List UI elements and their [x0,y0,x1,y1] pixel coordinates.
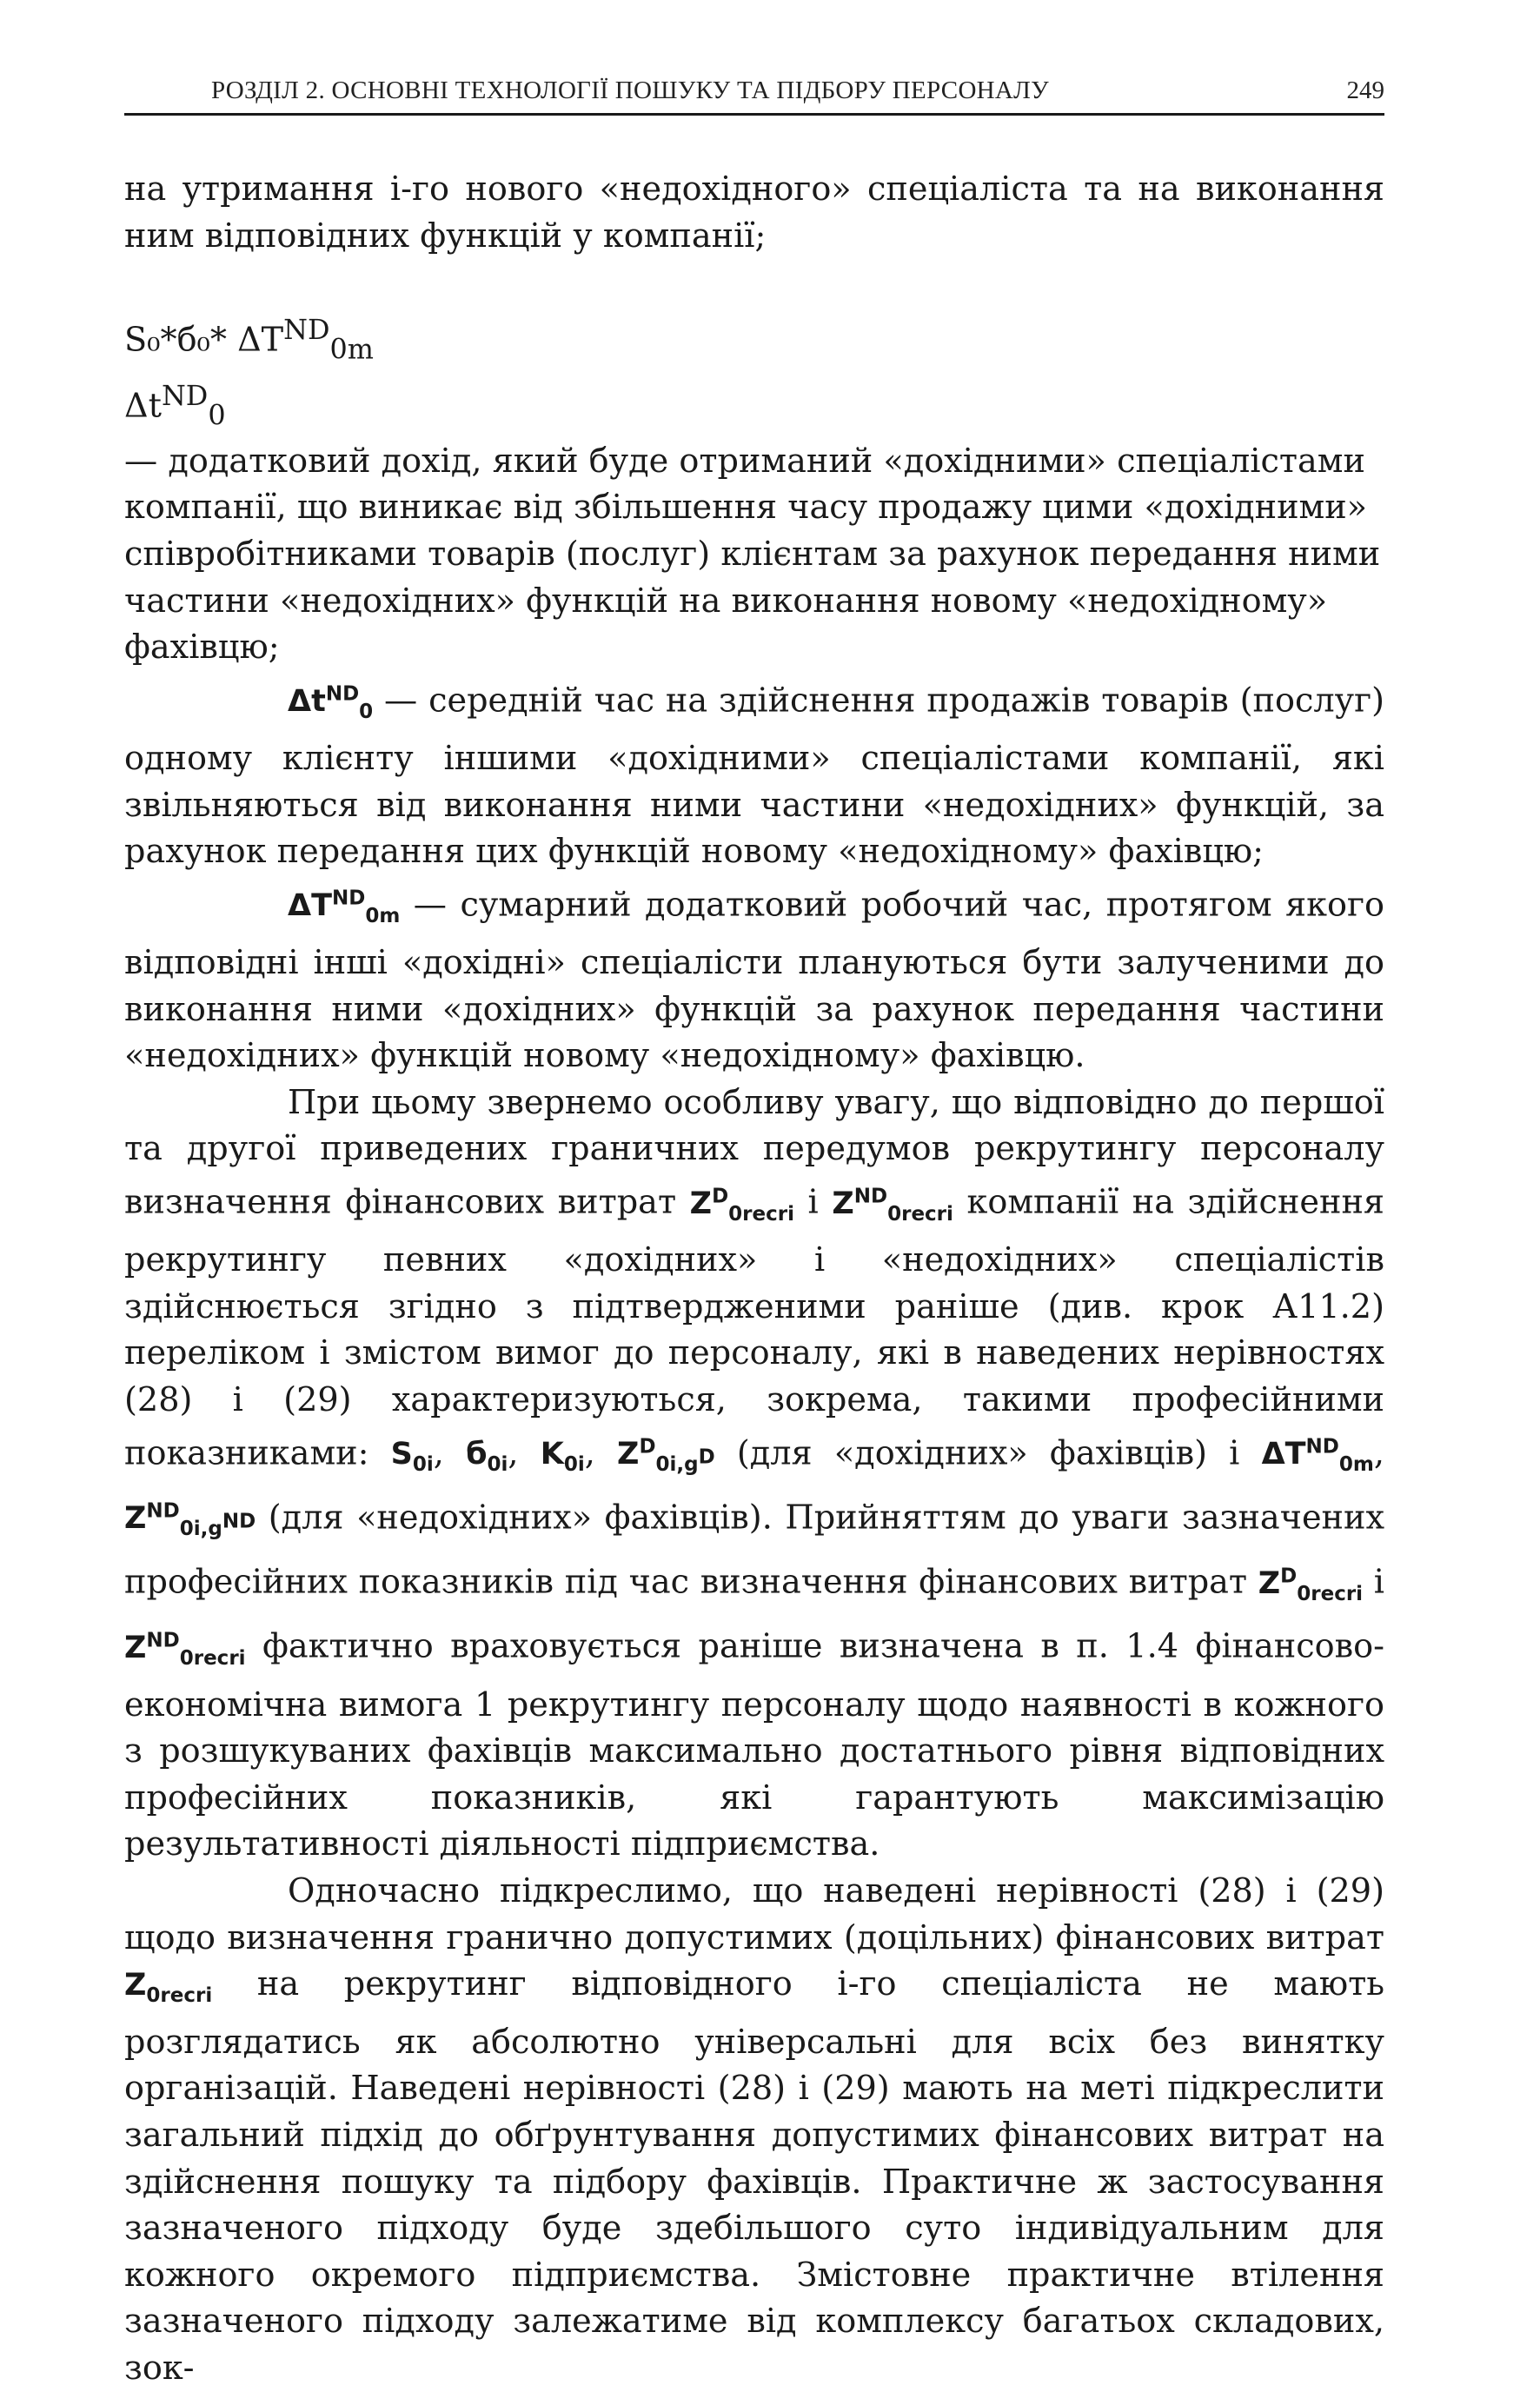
definition-additional-income [124,260,1384,307]
symbol-delta-T0m: $\Delta T^{ND}_{0m}$ [288,887,401,928]
definition-total-extra-time: $\Delta T^{ND}_{0m}$ — сумарний додатковий робочий час, протягом якого відповідні інші «дохідні» спеціалісти плануються бути залученими до виконання ними «дохідних» функцій за рахунок передання частини «недохідних» функцій новому «недохідному» фахівцю. [124,886,1384,1076]
paragraph-inequalities-note: Одночасно підкреслимо, що наведені нерівності (28) і (29) щодо визначення гранично допустимих (доцільних) фінансових витрат $Z_{0recri}$ на рекрутинг відповідного і-го спеціаліста не мають розглядатись як абсолютно універсальні для всіх без винятку організацій. Наведені нерівності (28) і (29) мають на меті підкреслити загальний підхід до обґрунтування допустимих фінансових витрат на здійснення пошуку та підбору фахівців. Практичне ж застосування зазначеного підходу буде здебільшого суто індивідуальним для кожного окремого підприємства. Змістовне практичне втілення зазначеного підходу залежатиме від комплексу багатьох складових, зок- [124,1871,1384,2388]
symbol-b0i: $б_{0i}$ [466,1437,508,1477]
fraction-denominator: $\Delta t^{ND}_0$ [124,378,226,432]
paragraph-continuation: на утримання і-го нового «недохідного» спеціаліста та на виконання ним відповідних функцій у компанії; [124,170,1384,256]
symbol-Z-D-recri: $Z^D_{0recri}$ [689,1184,794,1226]
symbol-delta-t0: $\Delta t^{ND}_0$ [288,682,374,724]
paragraph-recruiting-costs: При цьому звернемо особливу увагу, що відповідно до першої та другої приведених граничних передумов рекрутингу персоналу визначення фінансових витрат $Z^D_{0recri}$ і $Z^{ND}_{0recri}$ компанії на здійснення рекрутингу певних «дохідних» і «недохідних» спеціалістів здійснюється згідно з підтвердженими раніше (див. крок А11.2) переліком і змістом вимог до персоналу, які в наведених нерівностях (28) і (29) характеризуються, зокрема, такими професійними показниками: $S_{0i}$, $б_{0i}$, $K_{0i}$, $Z^D_{0i,g^D}$ (для «дохідних» фахівців) і $\Delta T^{ND}_{0m}$, $Z^{ND}_{0i,g^{ND}}$ (для «недохідних» фахівців). Прийняттям до уваги зазначених професійних показників під час визначення фінансових витрат $Z^D_{0recri}$ і $Z^{ND}_{0recri}$ фактично враховується раніше визначена в п. 1.4 фінансово-економічна вимога 1 рекрутингу персоналу щодо наявності в кожного з розшукуваних фахівців максимально достатнього рівня відповідних професійних показників, які гарантують максимізацію результативності діяльності підприємства. [124,1083,1384,1864]
symbol-Z-D-0ig: $Z^D_{0i,g^D}$ [617,1435,715,1477]
symbol-S0i: $S_{0i}$ [390,1437,434,1477]
fraction-numerator: S₀*б₀* $\Delta T^{ND}_{0m}$ [124,312,374,366]
symbol-K0i: $K_{0i}$ [540,1437,585,1477]
symbol-Z-ND-0ig: $Z^{ND}_{0i,g^{ND}}$ [124,1499,256,1541]
main-text: на утримання і-го нового «недохідного» спеціаліста та на виконання ним відповідних функцій у компанії; S₀*б₀* $\Delta T^{ND}_{0m}$ $\Delta t^{ND}_0$ — додатковий дохід, який буде отриманий «дохідними» спеціалістами компанії, що виникає від збільшення часу продажу цими «дохідними» співробітниками товарів (послуг) клієнтам за рахунок передання ними частини «недохідних» функцій на виконання новому «недохідному» фахівцю; $\Delta t^{ND}_0$ — середній час на здійснення продажів товарів (послуг) одному клієнту іншими «дохідними» спеціалістами компанії, які звільняються від виконання ними частини «недохідних» функцій, за рахунок передання цих функцій новому «недохідному» фахівцю; $\Delta T^{ND}_{0m}$ — сумарний додатковий робочий час, протягом якого відповідні інші «дохідні» спеціалісти плануються бути залученими до виконання ними «дохідних» функцій за рахунок передання частини «недохідних» функцій новому «недохідному» фахівцю. При цьому звернемо особливу увагу, що відповідно до першої та другої приведених граничних передумов рекрутингу персоналу визначення фінансових витрат $Z^D_{0recri}$ і $Z^{ND}_{0recri}$ компанії на здійснення рекрутингу певних «дохідних» і «недохідних» спеціалістів здійснюється згідно з підтвердженими раніше (див. крок А11.2) переліком і змістом вимог до персоналу, які в наведених нерівностях (28) і (29) характеризуються, зокрема, такими професійними показниками: $S_{0i}$, $б_{0i}$, $K_{0i}$, $Z^D_{0i,g^D}$ (для «дохідних» фахівців) і $\Delta T^{ND}_{0m}$, $Z^{ND}_{0i,g^{ND}}$ (для «недохідних» фахівців). Прийняттям до уваги зазначених професійних показників під час визначення фінансових витрат $Z^D_{0recri}$ і $Z^{ND}_{0recri}$ фактично враховується раніше визначена в п. 1.4 фінансово-економічна вимога 1 рекрутингу персоналу щодо наявності в кожного з розшукуваних фахівців максимально достатнього рівня відповідних професійних показників, які гарантують максимізацію результативності діяльності підприємства. Одночасно підкреслимо, що наведені нерівності (28) і (29) щодо визначення гранично допустимих (доцільних) фінансових витрат $Z_{0recri}$ на рекрутинг відповідного і-го спеціаліста не мають розглядатись як абсолютно універсальні для всіх без винятку організацій. Наведені нерівності (28) і (29) мають на меті підкреслити загальний підхід до обґрунтування допустимих фінансових витрат на здійснення пошуку та підбору фахівців. Практичне ж застосування зазначеного підходу буде здебільшого суто індивідуальним для кожного окремого підприємства. Змістовне практичне втілення зазначеного підходу залежатиме від комплексу багатьох складових, зок- [124,167,1384,2392]
symbol-Z-D-recri-2: $Z^D_{0recri}$ [1258,1565,1364,1605]
symbol-Z-ND-recri: $Z^{ND}_{0recri}$ [832,1184,953,1226]
definition-average-sale-time: $\Delta t^{ND}_0$ — середній час на здійснення продажів товарів (послуг) одному клієнту іншими «дохідними» спеціалістами компанії, які звільняються від виконання ними частини «недохідних» функцій, за рахунок передання цих функцій новому «недохідному» фахівцю; [124,681,1384,872]
symbol-Z-recri: $Z_{0recri}$ [124,1968,213,2008]
page-number: 249 [1346,76,1384,104]
symbol-Z-ND-recri-2: $Z^{ND}_{0recri}$ [124,1629,246,1670]
chapter-title: РОЗДІЛ 2. ОСНОВНІ ТЕХНОЛОГІЇ ПОШУКУ ТА ПІДБОРУ ПЕРСОНАЛУ [211,76,1049,104]
symbol-delta-T0m-inline: $\Delta T^{ND}_{0m}$ [1261,1435,1374,1477]
running-header [124,68,1384,116]
